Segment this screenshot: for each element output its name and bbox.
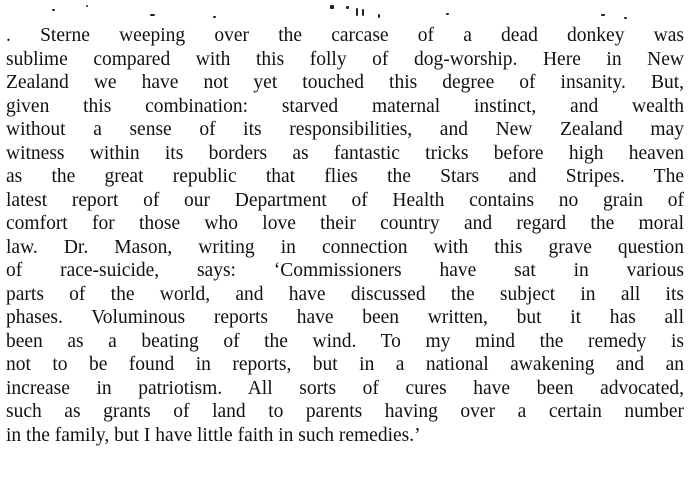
text-line: comfort for those who love their country and regard the moral xyxy=(6,213,684,234)
speck xyxy=(150,14,155,16)
speck xyxy=(601,14,605,16)
text-line: law. Dr. Mason, writing in connection with this grave question xyxy=(6,236,684,258)
text-line: as the great republic that flies the Stars and Stripes. The xyxy=(6,166,684,187)
text-line: witness within its borders as fantastic tricks before high heaven xyxy=(6,142,684,164)
speck xyxy=(378,14,380,18)
text-line: increase in patriotism. All sorts of cures have been advocated, xyxy=(6,377,684,399)
text-line: parts of the world, and have discussed the subject in all its xyxy=(6,283,684,305)
speck xyxy=(330,5,334,9)
scan-specks xyxy=(0,0,689,20)
speck xyxy=(52,9,55,11)
speck xyxy=(446,13,449,15)
text-line: without a sense of its responsibilities, and New Zealand may xyxy=(6,119,684,140)
text-line: not to be found in reports, but in a national awakening and an xyxy=(6,354,684,375)
speck xyxy=(86,5,88,7)
text-line: . Sterne weeping over the carcase of a dead donkey was xyxy=(6,25,684,46)
speck xyxy=(362,9,364,16)
text-line: given this combination: starved maternal instinct, and wealth xyxy=(6,95,684,117)
speck xyxy=(346,6,349,9)
text-line: such as grants of land to parents having over a certain number xyxy=(6,401,684,422)
text-line: sublime compared with this folly of dog-worship. Here in New xyxy=(6,48,684,70)
body-text xyxy=(6,24,684,447)
text-line: in the family, but I have little faith in such remedies.’ xyxy=(6,424,421,446)
text-line: of race-suicide, says: ‘Commissioners have sat in various xyxy=(6,260,684,281)
text-line: been as a beating of the wind. To my mind the remedy is xyxy=(6,330,684,352)
speck xyxy=(356,8,358,16)
text-line: Zealand we have not yet touched this degree of insanity. But, xyxy=(6,72,684,93)
speck xyxy=(624,17,627,19)
speck xyxy=(213,16,216,18)
text-line: phases. Voluminous reports have been written, but it has all xyxy=(6,307,684,328)
text-line: latest report of our Department of Health contains no grain of xyxy=(6,189,684,211)
